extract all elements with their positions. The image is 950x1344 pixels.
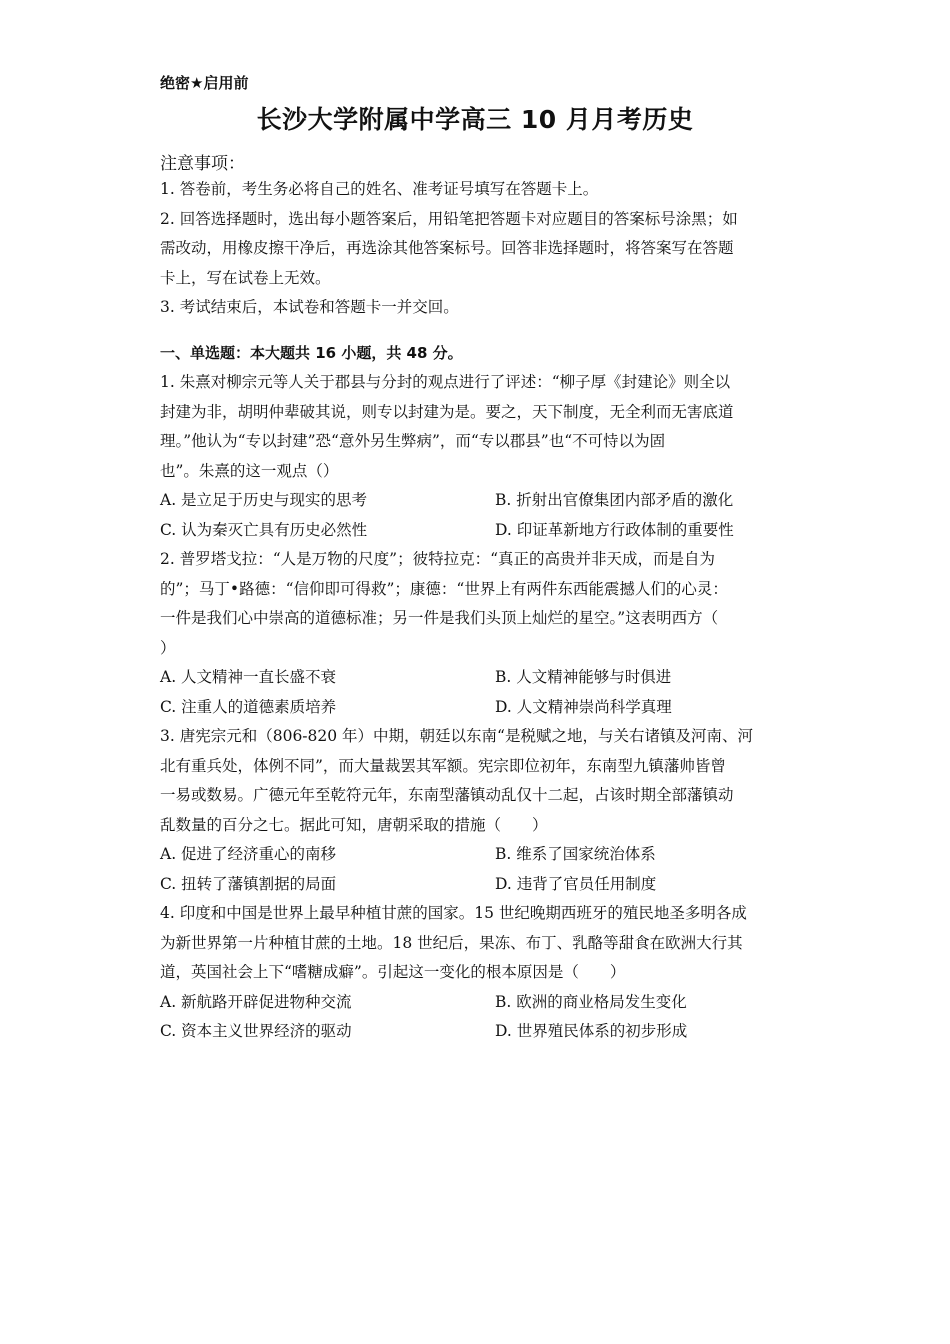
question-1-options-row (160, 516, 800, 546)
question-2-options-row (160, 663, 800, 693)
question-2-options-row (160, 693, 800, 723)
question-3-options-row (160, 870, 800, 900)
question-2-option-d: D. 人文精神崇尚科学真理 (495, 697, 672, 716)
question-4-options-row (160, 988, 800, 1018)
question-3-line: 乱数量的百分之七。据此可知，唐朝采取的措施（ ） (160, 815, 548, 834)
exam-title: 长沙大学附属中学高三 10 月月考历史 (256, 105, 694, 134)
question-1-option-c: C. 认为秦灭亡具有历史必然性 (160, 520, 368, 539)
section-gap (160, 323, 800, 339)
notice-line: 需改动，用橡皮擦干净后，再选涂其他答案标号。回答非选择题时，将答案写在答题 (160, 239, 734, 257)
question-3-line: 北有重兵处，体例不同”，而大量裁罢其军额。宪宗即位初年，东南型九镇藩帅皆曾 (160, 756, 726, 775)
question-4-option-b: B. 欧洲的商业格局发生变化 (495, 992, 687, 1011)
notice-heading: 注意事项： (160, 154, 245, 174)
question-3-option-a: A. 促进了经济重心的南移 (160, 845, 337, 863)
question-2-line: 的”；马丁•路德：“信仰即可得救”；康德：“世界上有两件东西能震撼人们的心灵： (160, 579, 728, 598)
question-1-option-d: D. 印证革新地方行政体制的重要性 (495, 520, 734, 539)
question-2-option-b: B. 人文精神能够与时俱进 (495, 668, 672, 686)
question-4-options-row (160, 1017, 800, 1047)
question-1-option-b: B. 折射出官僚集团内部矛盾的激化 (495, 491, 734, 509)
question-3-option-d: D. 违背了官员任用制度 (495, 874, 657, 893)
question-2-line: ） (160, 638, 176, 657)
question-4-line: 道，英国社会上下“嗜糖成癖”。引起这一变化的根本原因是（ ） (160, 963, 626, 981)
question-1-line: 也”。朱熹的这一观点（） (160, 461, 339, 480)
question-1-line: 理。”他认为“专以封建”恐“意外另生弊病”，而“专以郡县”也“不可恃以为固 (160, 432, 666, 450)
question-4-option-d: D. 世界殖民体系的初步形成 (495, 1022, 688, 1040)
question-4-option-c: C. 资本主义世界经济的驱动 (160, 1022, 352, 1040)
question-1-line: 封建为非，胡明仲辈破其说，则专以封建为是。要之，天下制度，无全利而无害底道 (160, 402, 734, 421)
question-3-options-row (160, 840, 800, 870)
question-3-line: 一易或数易。广德元年至乾符元年，东南型藩镇动乱仅十二起，占该时期全部藩镇动 (160, 786, 734, 804)
notice-line: 3. 考试结束后，本试卷和答题卡一并交回。 (160, 298, 459, 316)
confidential-label: 绝密★启用前 (160, 74, 249, 92)
question-2-line: 一件是我们心中崇高的道德标准；另一件是我们头顶上灿烂的星空。”这表明西方（ (160, 609, 719, 627)
notice-line: 1. 答卷前，考生务必将自己的姓名、准考证号填写在答题卡上。 (160, 180, 599, 198)
question-4-option-a: A. 新航路开辟促进物种交流 (160, 992, 352, 1011)
question-2-option-a: A. 人文精神一直长盛不衰 (160, 668, 337, 686)
exam-content (160, 175, 800, 1047)
question-1-line: 1. 朱熹对柳宗元等人关于郡县与分封的观点进行了评述：“柳子厚《封建论》则全以 (160, 373, 731, 391)
notice-line: 2. 回答选择题时，选出每小题答案后，用铅笔把答题卡对应题目的答案标号涂黑；如 (160, 209, 738, 228)
question-3-option-c: C. 扭转了藩镇割据的局面 (160, 874, 337, 893)
notice-line: 卡上，写在试卷上无效。 (160, 268, 331, 287)
section-title: 一、单选题：本大题共 16 小题，共 48 分。 (160, 343, 463, 362)
question-4-line: 4. 印度和中国是世界上最早种植甘蔗的国家。15 世纪晚期西班牙的殖民地圣多明各成 (160, 904, 747, 922)
question-3-option-b: B. 维系了国家统治体系 (495, 845, 656, 863)
question-2-line: 2. 普罗塔戈拉：“人是万物的尺度”；彼特拉克：“真正的高贵并非天成，而是自为 (160, 550, 715, 568)
question-3-line: 3. 唐宪宗元和（806-820 年）中期，朝廷以东南“是税赋之地，与关右诸镇及河南、河 (160, 727, 753, 745)
question-4-line: 为新世界第一片种植甘蔗的土地。18 世纪后，果冻、布丁、乳酪等甜食在欧洲大行其 (160, 933, 743, 952)
question-1-option-a: A. 是立足于历史与现实的思考 (160, 491, 368, 509)
question-2-option-c: C. 注重人的道德素质培养 (160, 697, 337, 716)
question-1-options-row (160, 486, 800, 516)
